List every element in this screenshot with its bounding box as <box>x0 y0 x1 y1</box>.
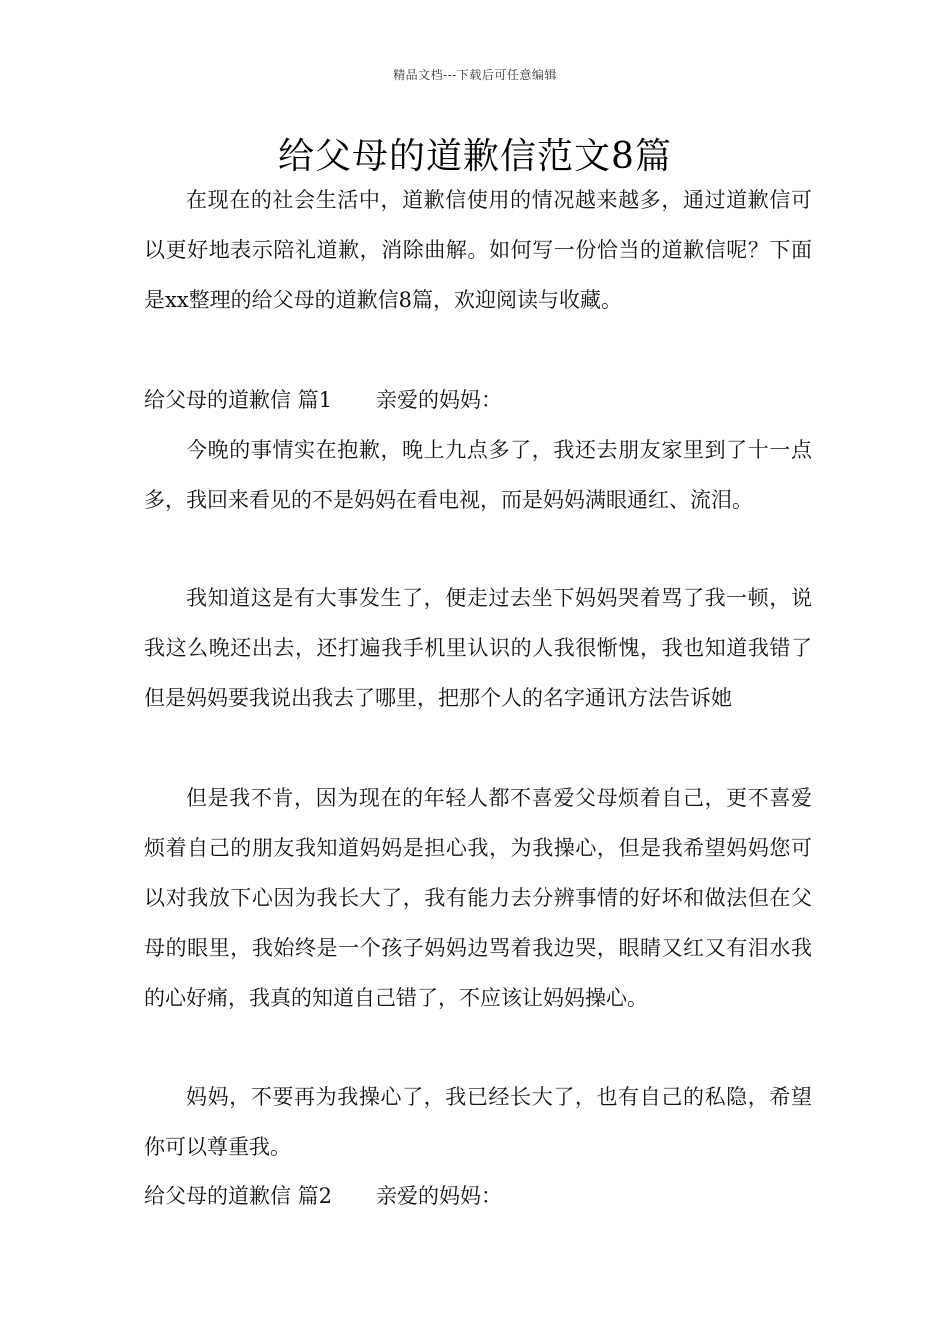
section-1-paragraph-1: 今晚的事情实在抱歉，晚上九点多了，我还去朋友家里到了十一点多，我回来看见的不是妈妈在看电视，而是妈妈满眼通红、流泪。 <box>144 438 812 512</box>
section-1-paragraph-2: 我知道这是有大事发生了，便走过去坐下妈妈哭着骂了我一顿，说我这么晚还出去，还打遍我手机里认识的人我很惭愧，我也知道我错了但是妈妈要我说出我去了哪里，把那个人的名字通讯方法告诉她 <box>144 586 812 710</box>
intro-paragraph: 在现在的社会生活中，道歉信使用的情况越来越多，通过道歉信可以更好地表示陪礼道歉，消除曲解。如何写一份恰当的道歉信呢？下面是xx整理的给父母的道歉信8篇，欢迎阅读与收藏。 <box>144 188 812 312</box>
section-2-heading-line <box>144 1171 812 1221</box>
header-note: 精品文档---下载后可任意编辑 <box>393 68 557 82</box>
section-2-salutation: 亲爱的妈妈： <box>376 1184 503 1208</box>
section-1-paragraph-4: 妈妈，不要再为我操心了，我已经长大了，也有自己的私隐，希望你可以尊重我。 <box>144 1085 812 1159</box>
page-title: 给父母的道歉信范文8篇 <box>278 136 672 177</box>
section-1-heading: 给父母的道歉信 篇1 <box>144 388 333 412</box>
section-2-heading: 给父母的道歉信 篇2 <box>144 1184 333 1208</box>
section-1-heading-line <box>144 375 812 425</box>
section-1-paragraph-3: 但是我不肯，因为现在的年轻人都不喜爱父母烦着自己，更不喜爱烦着自己的朋友我知道妈妈是担心我，为我操心，但是我希望妈妈您可以对我放下心因为我长大了，我有能力去分辨事情的好坏和做法但在父母的眼里，我始终是一个孩子妈妈边骂着我边哭，眼睛又红又有泪水我的心好痛，我真的知道自己错了，不应该让妈妈操心。 <box>144 786 812 1010</box>
section-1-salutation: 亲爱的妈妈： <box>376 388 503 412</box>
